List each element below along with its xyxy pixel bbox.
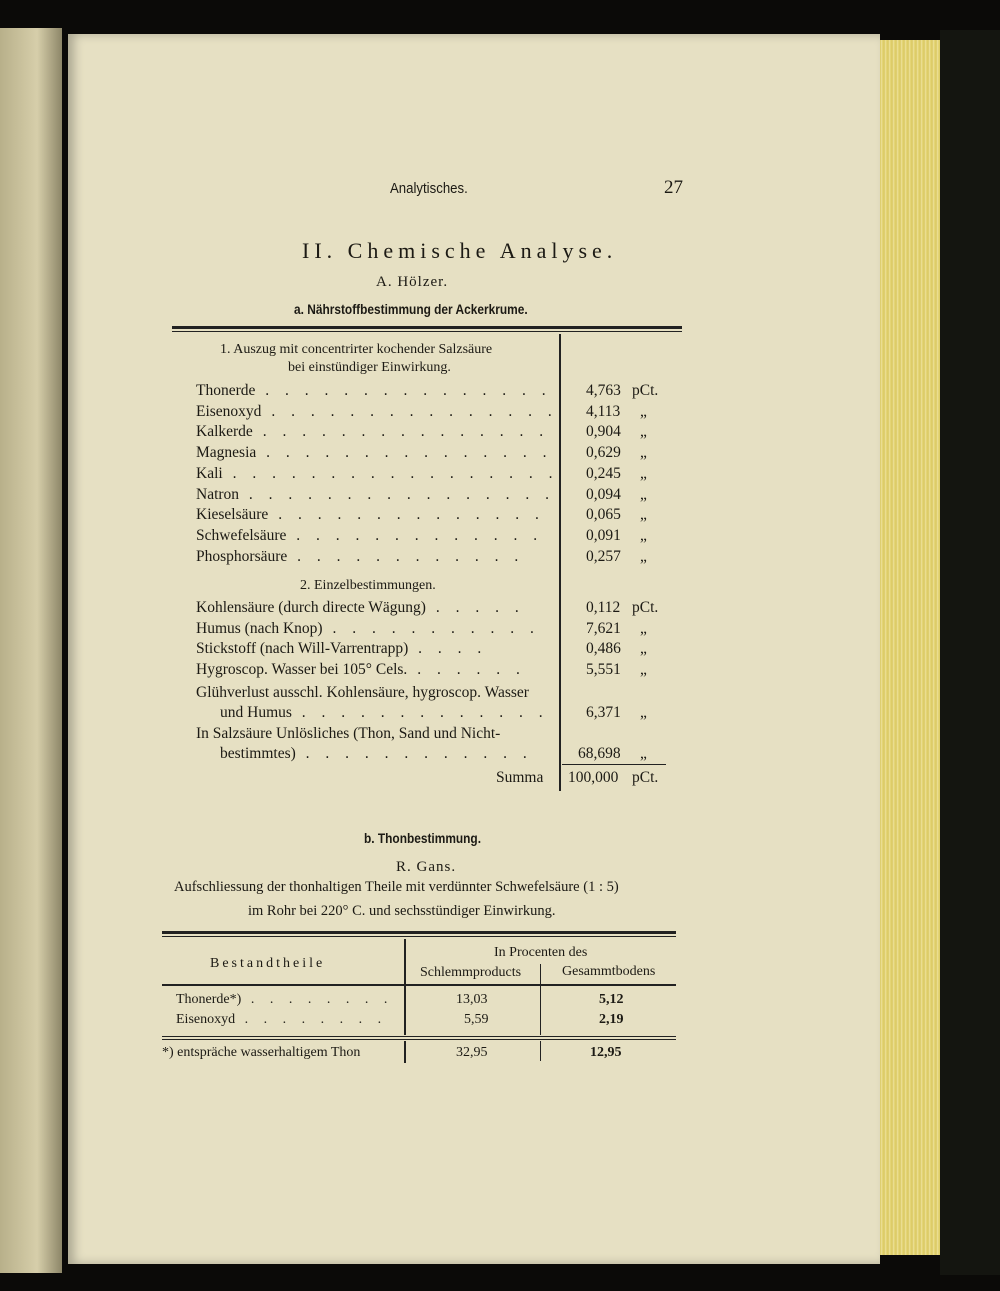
table-b-schlemm-cell: 13,03 [456, 992, 488, 1007]
row-value: 0,094 [586, 485, 621, 503]
table-row: Kieselsäure . . . . . . . . . . . . . . [196, 506, 545, 524]
gluehverlust-unit: „ [640, 704, 647, 721]
table-b-subcol-rule-footnote [540, 1041, 541, 1061]
unloesliches-unit: „ [640, 745, 647, 762]
row-unit: „ [640, 661, 647, 679]
row-label: Thonerde [196, 382, 256, 399]
table-row: Magnesia . . . . . . . . . . . . . . . [196, 444, 553, 462]
table-b-col1-header: Bestandtheile [210, 956, 326, 971]
row-label: Natron [196, 485, 240, 503]
summa-unit: pCt. [632, 769, 659, 786]
row-label: Hygroscop. Wasser bei 105° Cels. [196, 661, 408, 679]
table-b-group-header: In Procenten des [494, 945, 588, 960]
group1-header-line2: bei einstündiger Einwirkung. [288, 360, 451, 375]
row-value: 0,904 [586, 423, 621, 441]
row-unit: pCt. [632, 599, 659, 616]
table-a-top-rule [172, 326, 682, 329]
table-b-gesammt-cell: 2,19 [599, 1012, 624, 1027]
part-b-description-line1: Aufschliessung der thonhaltigen Theile mit verdünnter Schwefelsäure (1 : 5) [174, 879, 619, 895]
footnote-gesammt: 12,95 [590, 1045, 622, 1060]
footnote-label: *) entspräche wasserhaltigem Thon [162, 1045, 361, 1060]
row-unit: „ [640, 547, 647, 565]
table-b-header-rule [162, 984, 676, 986]
unloesliches-line2: bestimmtes) . . . . . . . . . . . . [220, 745, 533, 762]
table-b-footnote-rule2 [162, 1039, 676, 1040]
group1-header-line1: 1. Auszug mit concentrirter kochender Salzsäure [220, 342, 493, 357]
table-row: Kalkerde . . . . . . . . . . . . . . . [196, 423, 550, 441]
table-b-gesammt-cell: 5,12 [599, 992, 624, 1007]
row-label: Humus (nach Knop) [196, 619, 323, 637]
row-label: Magnesia [196, 444, 257, 462]
row-unit: „ [640, 485, 647, 503]
table-row: Thonerde . . . . . . . . . . . . . . . [196, 382, 552, 399]
row-label: Eisenoxyd [196, 402, 262, 420]
table-b-row-label: Eisenoxyd . . . . . . . . [176, 1012, 388, 1027]
row-value: 5,551 [586, 661, 621, 679]
row-unit: „ [640, 402, 647, 420]
row-value: 0,257 [586, 547, 621, 565]
part-b-heading: b. Thonbestimmung. [364, 830, 482, 846]
summa-value: 100,000 [568, 769, 619, 786]
row-unit: „ [640, 640, 647, 658]
row-unit: „ [640, 619, 647, 637]
part-a-heading: a. Nährstoffbestimmung der Ackerkrume. [294, 301, 528, 317]
facing-page-edge [0, 28, 62, 1273]
gluehverlust-line1: Glühverlust ausschl. Kohlensäure, hygroscop. Wasser [196, 684, 529, 701]
table-b-footnote-rule1 [162, 1036, 676, 1037]
table-row: Kali . . . . . . . . . . . . . . . . . [196, 464, 559, 482]
row-unit: „ [640, 444, 647, 462]
row-value: 4,113 [586, 402, 621, 420]
footnote-schlemm: 32,95 [456, 1045, 488, 1060]
table-row: Eisenoxyd . . . . . . . . . . . . . . . [196, 402, 558, 420]
row-label: Thonerde*) [176, 992, 242, 1007]
row-value: 0,065 [586, 506, 621, 524]
row-unit: „ [640, 526, 647, 544]
table-b-row-label: Thonerde*) . . . . . . . . [176, 992, 394, 1007]
table-a-column-rule [559, 334, 561, 791]
row-label: Kieselsäure [196, 506, 269, 524]
row-unit: pCt. [632, 382, 659, 399]
row-label: Phosphorsäure [196, 547, 288, 565]
row-unit: „ [640, 423, 647, 441]
row-label: Stickstoff (nach Will-Varrentrapp) [196, 640, 409, 658]
table-b-schlemm-cell: 5,59 [464, 1012, 489, 1027]
group2-header: 2. Einzelbestimmungen. [300, 578, 436, 593]
book-cover [940, 30, 1000, 1275]
row-label: Schwefelsäure [196, 526, 287, 544]
row-value: 7,621 [586, 619, 621, 637]
table-row: Kohlensäure (durch directe Wägung) . . . . . [196, 599, 525, 616]
row-unit: „ [640, 506, 647, 524]
table-row: Phosphorsäure . . . . . . . . . . . . [196, 547, 525, 565]
section-author: A. Hölzer. [376, 274, 449, 290]
table-row: Hygroscop. Wasser bei 105° Cels. . . . . . . [196, 661, 526, 679]
row-label: Kohlensäure (durch directe Wägung) [196, 599, 426, 616]
table-b-col3-header: Gesammtbodens [562, 964, 656, 979]
row-value: 0,245 [586, 464, 621, 482]
table-b-col2-header: Schlemmproducts [420, 965, 522, 980]
gluehverlust-line2: und Humus . . . . . . . . . . . . . [220, 704, 549, 721]
part-b-description-line2: im Rohr bei 220° C. und sechsstündiger Einwirkung. [248, 903, 556, 919]
part-b-author: R. Gans. [396, 859, 457, 875]
gluehverlust-value: 6,371 [586, 704, 621, 721]
book-page [68, 34, 880, 1264]
table-row: Schwefelsäure . . . . . . . . . . . . . [196, 526, 544, 544]
section-title: II. Chemische Analyse. [302, 238, 618, 263]
row-value: 0,629 [586, 444, 621, 462]
page-block-edge [878, 40, 940, 1255]
page-number: 27 [664, 177, 683, 198]
row-value: 0,112 [586, 599, 621, 616]
row-value: 0,091 [586, 526, 621, 544]
table-row: Natron . . . . . . . . . . . . . . . . [196, 485, 556, 503]
row-label: Kali [196, 464, 223, 482]
table-b-top-rule [162, 931, 676, 934]
row-value: 4,763 [586, 382, 621, 399]
table-b-top-rule-thin [162, 936, 676, 937]
row-label: Eisenoxyd [176, 1012, 236, 1027]
table-b-col-rule-footnote [404, 1041, 406, 1063]
table-b-subcol-rule [540, 964, 541, 984]
row-value: 0,486 [586, 640, 621, 658]
table-b-col-rule [404, 939, 406, 1035]
table-row: Stickstoff (nach Will-Varrentrapp) . . . . [196, 640, 488, 658]
running-head-title: Analytisches. [390, 180, 468, 197]
unloesliches-value: 68,698 [578, 745, 621, 762]
row-unit: „ [640, 464, 647, 482]
summa-label: Summa [496, 769, 544, 786]
row-label: Kalkerde [196, 423, 253, 441]
table-row: Humus (nach Knop) . . . . . . . . . . . [196, 619, 540, 637]
table-a-top-rule-thin [172, 331, 682, 332]
table-b-subcol-rule-body [540, 986, 541, 1035]
summa-rule [562, 764, 666, 765]
unloesliches-line1: In Salzsäure Unlösliches (Thon, Sand und Nicht- [196, 725, 501, 742]
